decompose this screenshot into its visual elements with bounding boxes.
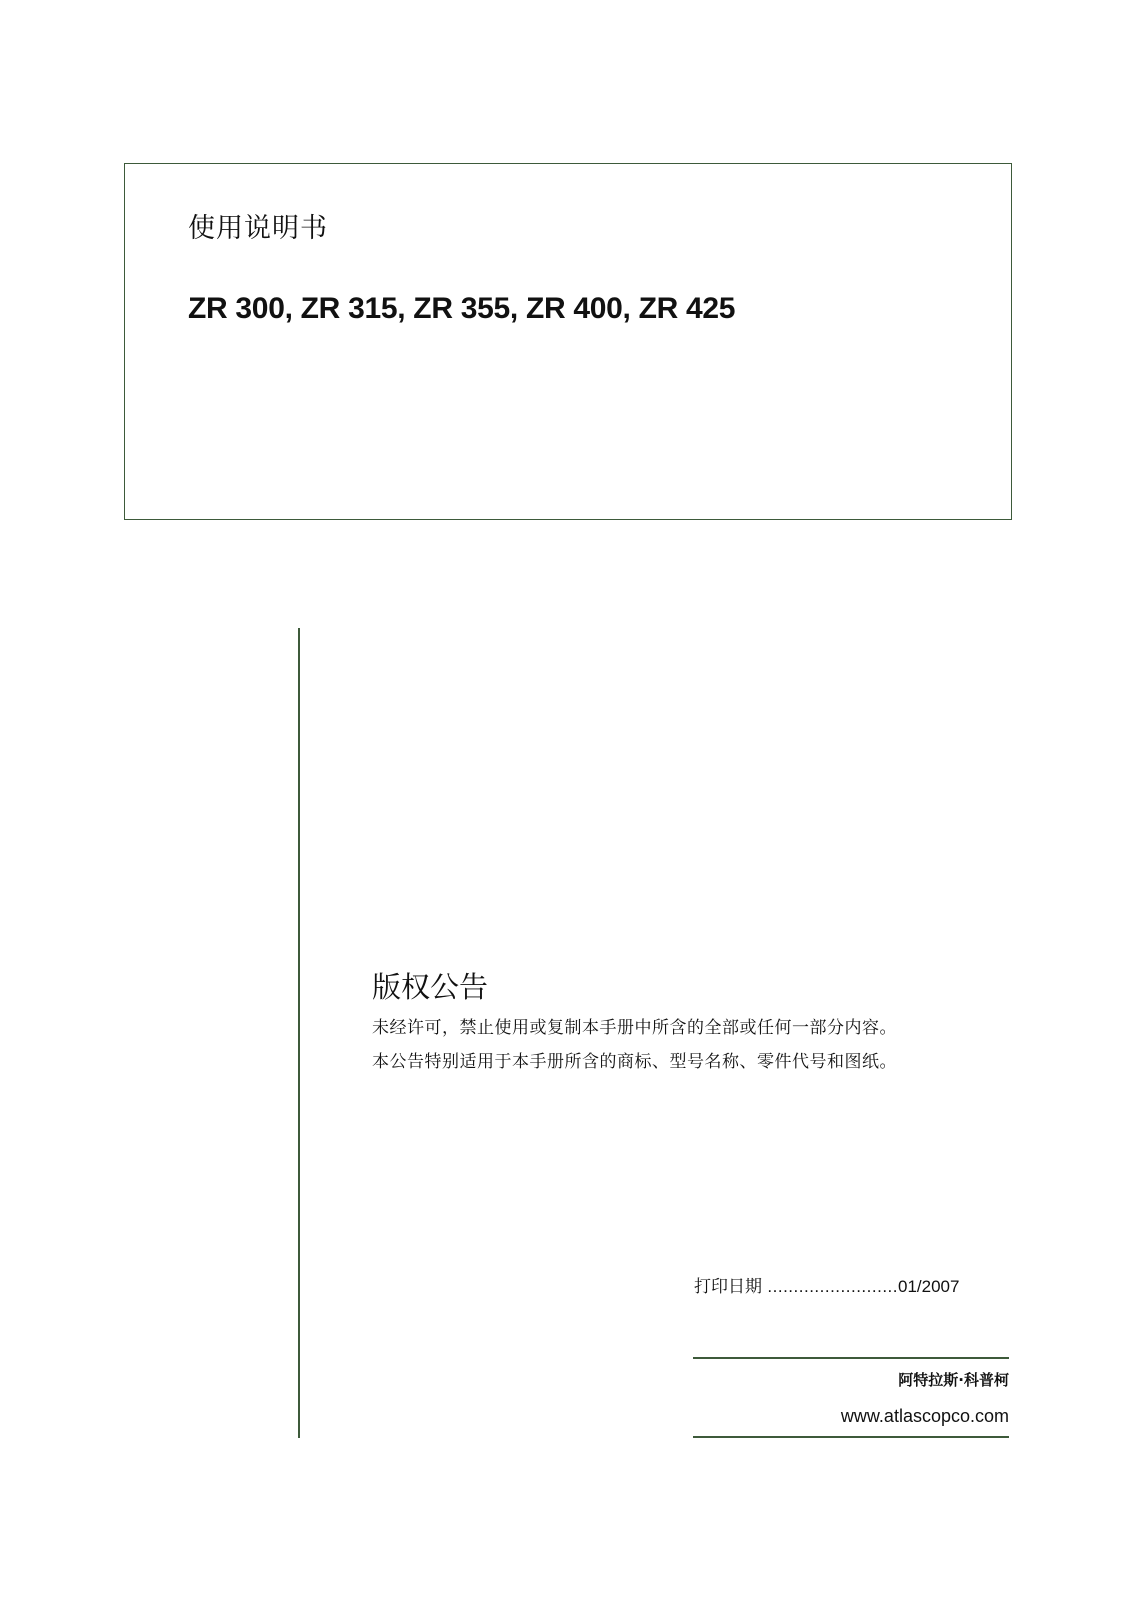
website-link[interactable]: www.atlascopco.com — [840, 1406, 1009, 1426]
footer-rule-top — [693, 1357, 1009, 1359]
document-type: 使用说明书 — [188, 213, 328, 244]
print-date — [694, 1272, 959, 1297]
company-name: 阿特拉斯·科普柯 — [898, 1371, 1009, 1389]
print-date-value: 01/2007 — [898, 1277, 960, 1296]
title-box — [124, 163, 1012, 520]
model-list: ZR 300, ZR 315, ZR 355, ZR 400, ZR 425 — [188, 292, 736, 325]
footer-rule-bottom — [693, 1436, 1009, 1438]
vertical-divider — [298, 628, 300, 1438]
copyright-heading: 版权公告 — [372, 970, 489, 1004]
print-date-leader: ......................... — [767, 1277, 898, 1296]
copyright-text-line: 本公告特别适用于本手册所含的商标、型号名称、零件代号和图纸。 — [372, 1052, 897, 1072]
print-date-label: 打印日期 — [694, 1277, 762, 1297]
copyright-text-line: 未经许可，禁止使用或复制本手册中所含的全部或任何一部分内容。 — [372, 1018, 897, 1038]
